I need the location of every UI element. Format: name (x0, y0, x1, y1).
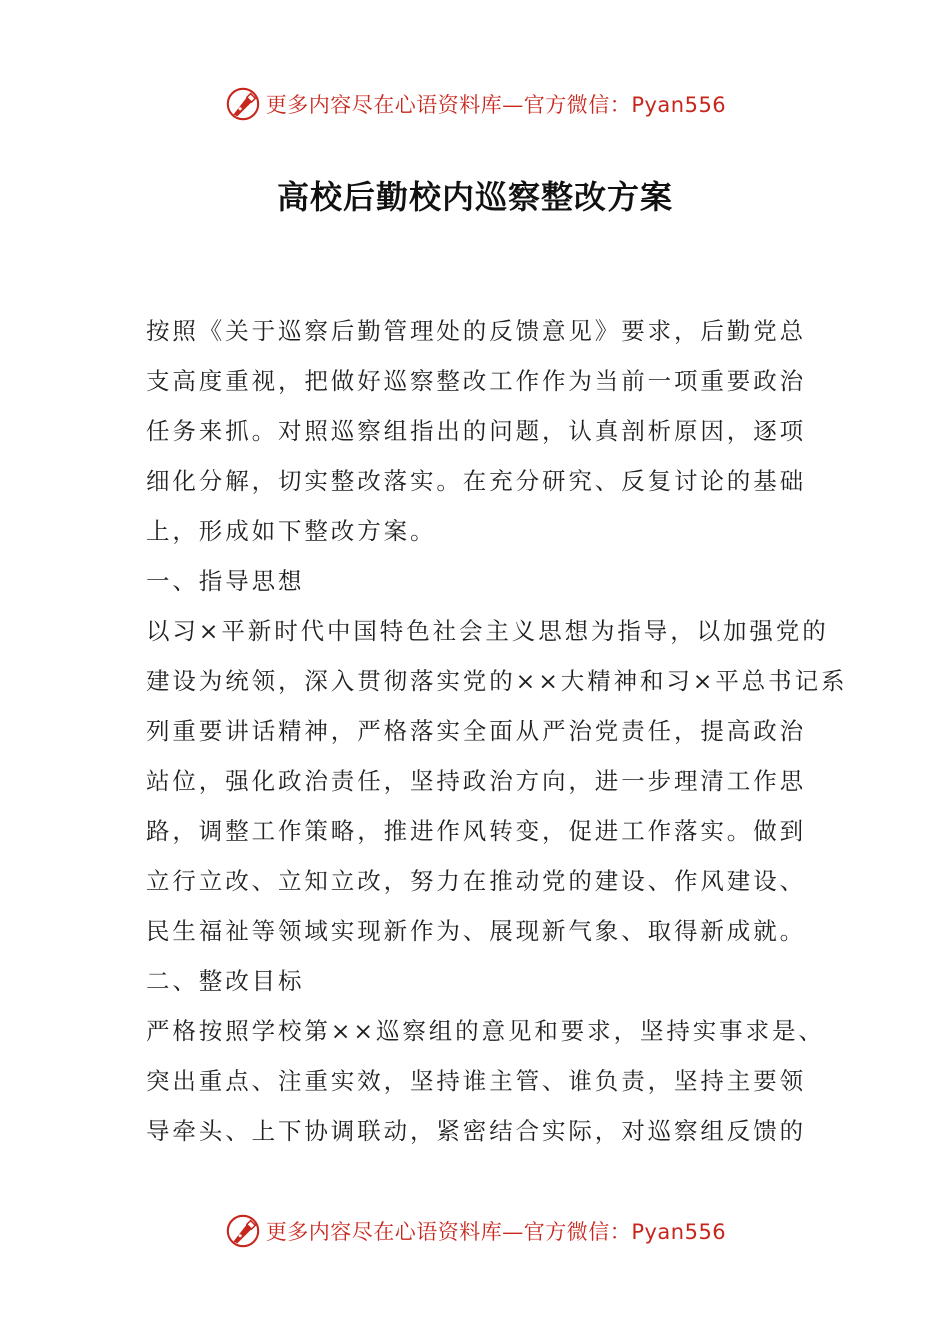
body-line: 突出重点、注重实效，坚持谁主管、谁负责，坚持主要领 (146, 1067, 806, 1095)
body-line: 列重要讲话精神，严格落实全面从严治党责任，提高政治 (146, 717, 806, 745)
watermark-text (266, 89, 726, 119)
body-line: 严格按照学校第××巡察组的意见和要求，坚持实事求是、 (146, 1017, 825, 1045)
body-line: 支高度重视，把做好巡察整改工作作为当前一项重要政治 (146, 367, 806, 395)
body-line: 民生福祉等领域实现新作为、展现新气象、取得新成就。 (146, 917, 806, 945)
body-line: 导牵头、上下协调联动，紧密结合实际，对巡察组反馈的 (146, 1117, 806, 1145)
body-line: 按照《关于巡察后勤管理处的反馈意见》要求，后勤党总 (146, 317, 806, 345)
watermark-label: 更多内容尽在心语资料库—官方微信： (265, 1220, 632, 1244)
watermark-footer (0, 1209, 950, 1253)
body-line: 上，形成如下整改方案。 (146, 517, 437, 545)
section-heading: 一、指导思想 (146, 567, 305, 595)
watermark-header (0, 82, 950, 126)
watermark-text (266, 1216, 726, 1246)
section-heading: 二、整改目标 (146, 967, 305, 995)
document-body (146, 306, 848, 1156)
pen-nib-logo-icon (224, 85, 262, 123)
body-line: 以习×平新时代中国特色社会主义思想为指导，以加强党的 (146, 617, 829, 645)
watermark-wechat-id: Pyan556 (631, 93, 727, 117)
body-line: 站位，强化政治责任，坚持政治方向，进一步理清工作思 (146, 767, 806, 795)
body-line: 立行立改、立知立改，努力在推动党的建设、作风建设、 (146, 867, 806, 895)
watermark-label: 更多内容尽在心语资料库—官方微信： (265, 93, 632, 117)
body-line: 建设为统领，深入贯彻落实党的××大精神和习×平总书记系 (146, 667, 848, 695)
pen-nib-logo-icon (224, 1212, 262, 1250)
body-line: 细化分解，切实整改落实。在充分研究、反复讨论的基础 (146, 467, 806, 495)
document-title: 高校后勤校内巡察整改方案 (276, 178, 673, 216)
body-line: 路，调整工作策略，推进作风转变，促进工作落实。做到 (146, 817, 806, 845)
watermark-wechat-id: Pyan556 (631, 1220, 727, 1244)
body-line: 任务来抓。对照巡察组指出的问题，认真剖析原因，逐项 (146, 417, 806, 445)
